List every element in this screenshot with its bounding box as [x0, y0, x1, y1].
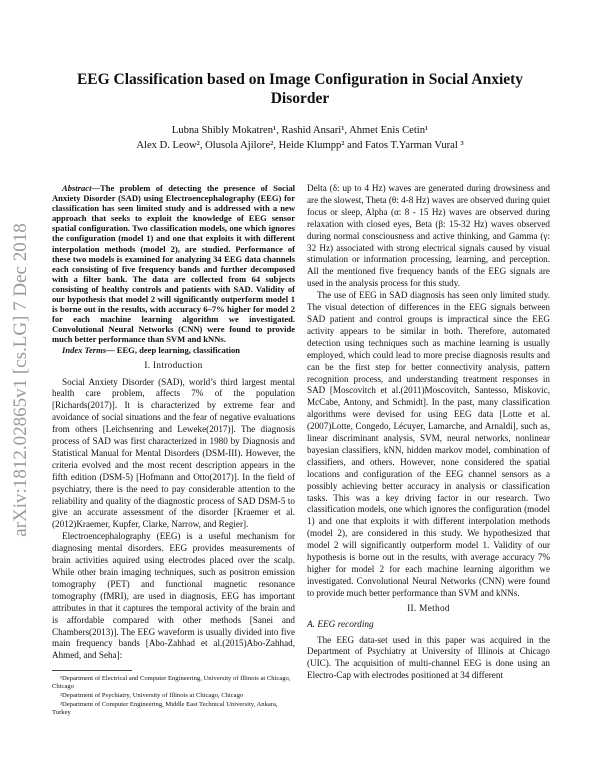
authors-line-1: Lubna Shibly Mokatren¹, Rashid Ansari¹, Ahmet Enis Cetin¹: [171, 125, 429, 136]
left-column: [52, 183, 295, 718]
paper-title: EEG Classification based on Image Configuration in Social Anxiety Disorder: [76, 71, 524, 107]
author-list: [60, 123, 540, 153]
subsection-heading-eeg-recording: A. EEG recording: [307, 619, 374, 630]
bands-paragraph: Delta (δ: up to 4 Hz) waves are generated during drowsiness and are the slowest, Theta (θ: 4-8 Hz) waves are observed during quiet focus or sleep, Alpha (α: 8 - 15 Hz) waves are observed during relaxation with closed eyes, Beta (β: 15-32 Hz) waves observed during normal consciousness and active thinking, and Gamma (γ: 32 Hz) associated with strong electrical signals caused by visual stimulation or information processing, learning, and perception. All the mentioned five frequency bands of the EEG signals are used in the analysis process for this study.: [307, 183, 550, 289]
section-heading-introduction: I. Introduction: [144, 360, 203, 371]
abstract-lead: Abstract: [62, 183, 92, 193]
method-paragraph-1: The EEG data-set used in this paper was acquired in the Department of Psychiatry at University of Illinois at Chicago (UIC). The acquisition of multi-channel EEG is done using an Electro-Cap with electrodes positioned at 34 different: [307, 634, 550, 681]
arxiv-stamp: [2, 180, 36, 580]
index-terms: [52, 345, 295, 355]
arxiv-stamp-text: arXiv:1812.02865v1 [cs.LG] 7 Dec 2018: [10, 223, 31, 537]
sad-eeg-paragraph: The use of EEG in SAD diagnosis has seen only limited study. The visual detection of differences in the EEG signals between SAD patient and control groups is impractical since the EEG activity appears to be similar in both. Therefore, automated detection using techniques such as machine learning is usually employed, which could lead to more precise diagnosis results and can be the first step for better connectivity analysis, pattern recognition process, and understanding treatment responses in SAD [Moscovitch et al.(2011)Moscovitch, Santesso, Miskovic, McCabe, Antony, and Schmidt]. In the past, many classification algorithms were devised for using EEG data [Lotte et al.(2007)Lotte, Congedo, Lécuyer, Lamarche, and Arnaldi], such as, linear discriminant analysis, SVM, neural networks, nonlinear bayesian classifiers, kNN, hidden markov model, combination of classifiers, and others. However, none considered the spatial locations and configuration of the EEG channel sensors as a possibly achieving better accuracy in analysis or classification tasks. This was a key driving factor in our research. Two classification models, one which ignores the configuration (model 1) and one that exploits it with different interpolation methods (model 2), are considered in this study. We hypothesized that model 2 will significantly outperform model 1. Validity of our hypothesis is borne out in the results, with average accuracy 7% higher for model 2 for each machine learning algorithm we investigated. Convolutional Neural Networks (CNN) were found to provide much better performance than SVM and kNNs.: [307, 290, 550, 598]
index-terms-lead: Index Terms: [62, 344, 107, 355]
index-terms-text: — EEG, deep learning, classification: [106, 344, 240, 355]
abstract-text: —The problem of detecting the presence of Social Anxiety Disorder (SAD) using Electroencephalography (EEG) for classification has seen limited study and is addressed with a new approach that seeks to exploit the knowledge of EEG sensor spatial configuration. Two classification models, one which ignores the configuration (model 1) and one that exploits it with different interpolation methods (model 2), are studied. Performance of these two models is examined for analyzing 34 EEG data channels each consisting of five frequency bands and further decomposed with a filter bank. The data are collected from 64 subjects consisting of healthy controls and patients with SAD. Validity of our hypothesis that model 2 will significantly outperform model 1 is borne out in the results, with accuracy 6–7% higher for model 2 for each machine learning algorithm we investigated. Convolutional Neural Networks (CNN) were found to provide much better performance than SVM and kNNs.: [52, 183, 295, 345]
section-heading-method: II. Method: [407, 603, 450, 614]
abstract: [52, 183, 295, 345]
footnote-rule: [52, 670, 132, 671]
intro-paragraph-2: Electroencephalography (EEG) is a useful mechanism for diagnosing mental disorders. EEG provides measurements of brain activities aquired using electrodes placed over the scalp. While other brain imaging techniques, such as positron emission tomography (PET) and functional magnetic resonance tomography (fMRI), are used in diagnosis, EEG has important attributes in that it captures the temporal activity of the brain and is affordable compared with other methods [Sanei and Chambers(2013)]. The EEG waveform is usually divided into five main frequency bands [Abo-Zahhad et al.(2015)Abo-Zahhad, Ahmed, and Seha]:: [52, 531, 295, 661]
right-column: [307, 183, 550, 682]
authors-line-2: Alex D. Leow², Olusola Ajilore², Heide Klumpp² and Fatos T.Yarman Vural ³: [136, 140, 464, 151]
intro-paragraph-1: Social Anxiety Disorder (SAD), world’s third largest mental health care problem, affects 7% of the population [Richards(2017)]. It is characterized by extreme fear and avoidance of social situations and the fear of negative evaluations from others [Leichsenring and Leweke(2017)]. The diagnosis process of SAD was first characterized in 1980 by Diagnosis and Statistical Manual for Mental Disorders (DSM-III). However, the criteria evolved and the most recent description appears in the fifth edition (DSM-5) [Hofmann and Otto(2017)]. In the field of psychiatry, there is the need to pay considerable attention to the reliability and quality of the diagnostic process of SAD DSM-5 to give an accurate assessment of the disorder [Kraemer et al.(2012)Kraemer, Kupfer, Clarke, Narrow, and Regier].: [52, 376, 295, 530]
footnote-3: ³Department of Computer Engineering, Middle East Technical University, Ankara, Turkey: [52, 701, 278, 717]
footnote-1: ¹Department of Electrical and Computer Engineering, University of Illinois at Chicago, Chicago: [52, 675, 291, 691]
footnote-2: ²Department of Psychiatry, University of Illinois at Chicago, Chicago: [60, 692, 244, 700]
